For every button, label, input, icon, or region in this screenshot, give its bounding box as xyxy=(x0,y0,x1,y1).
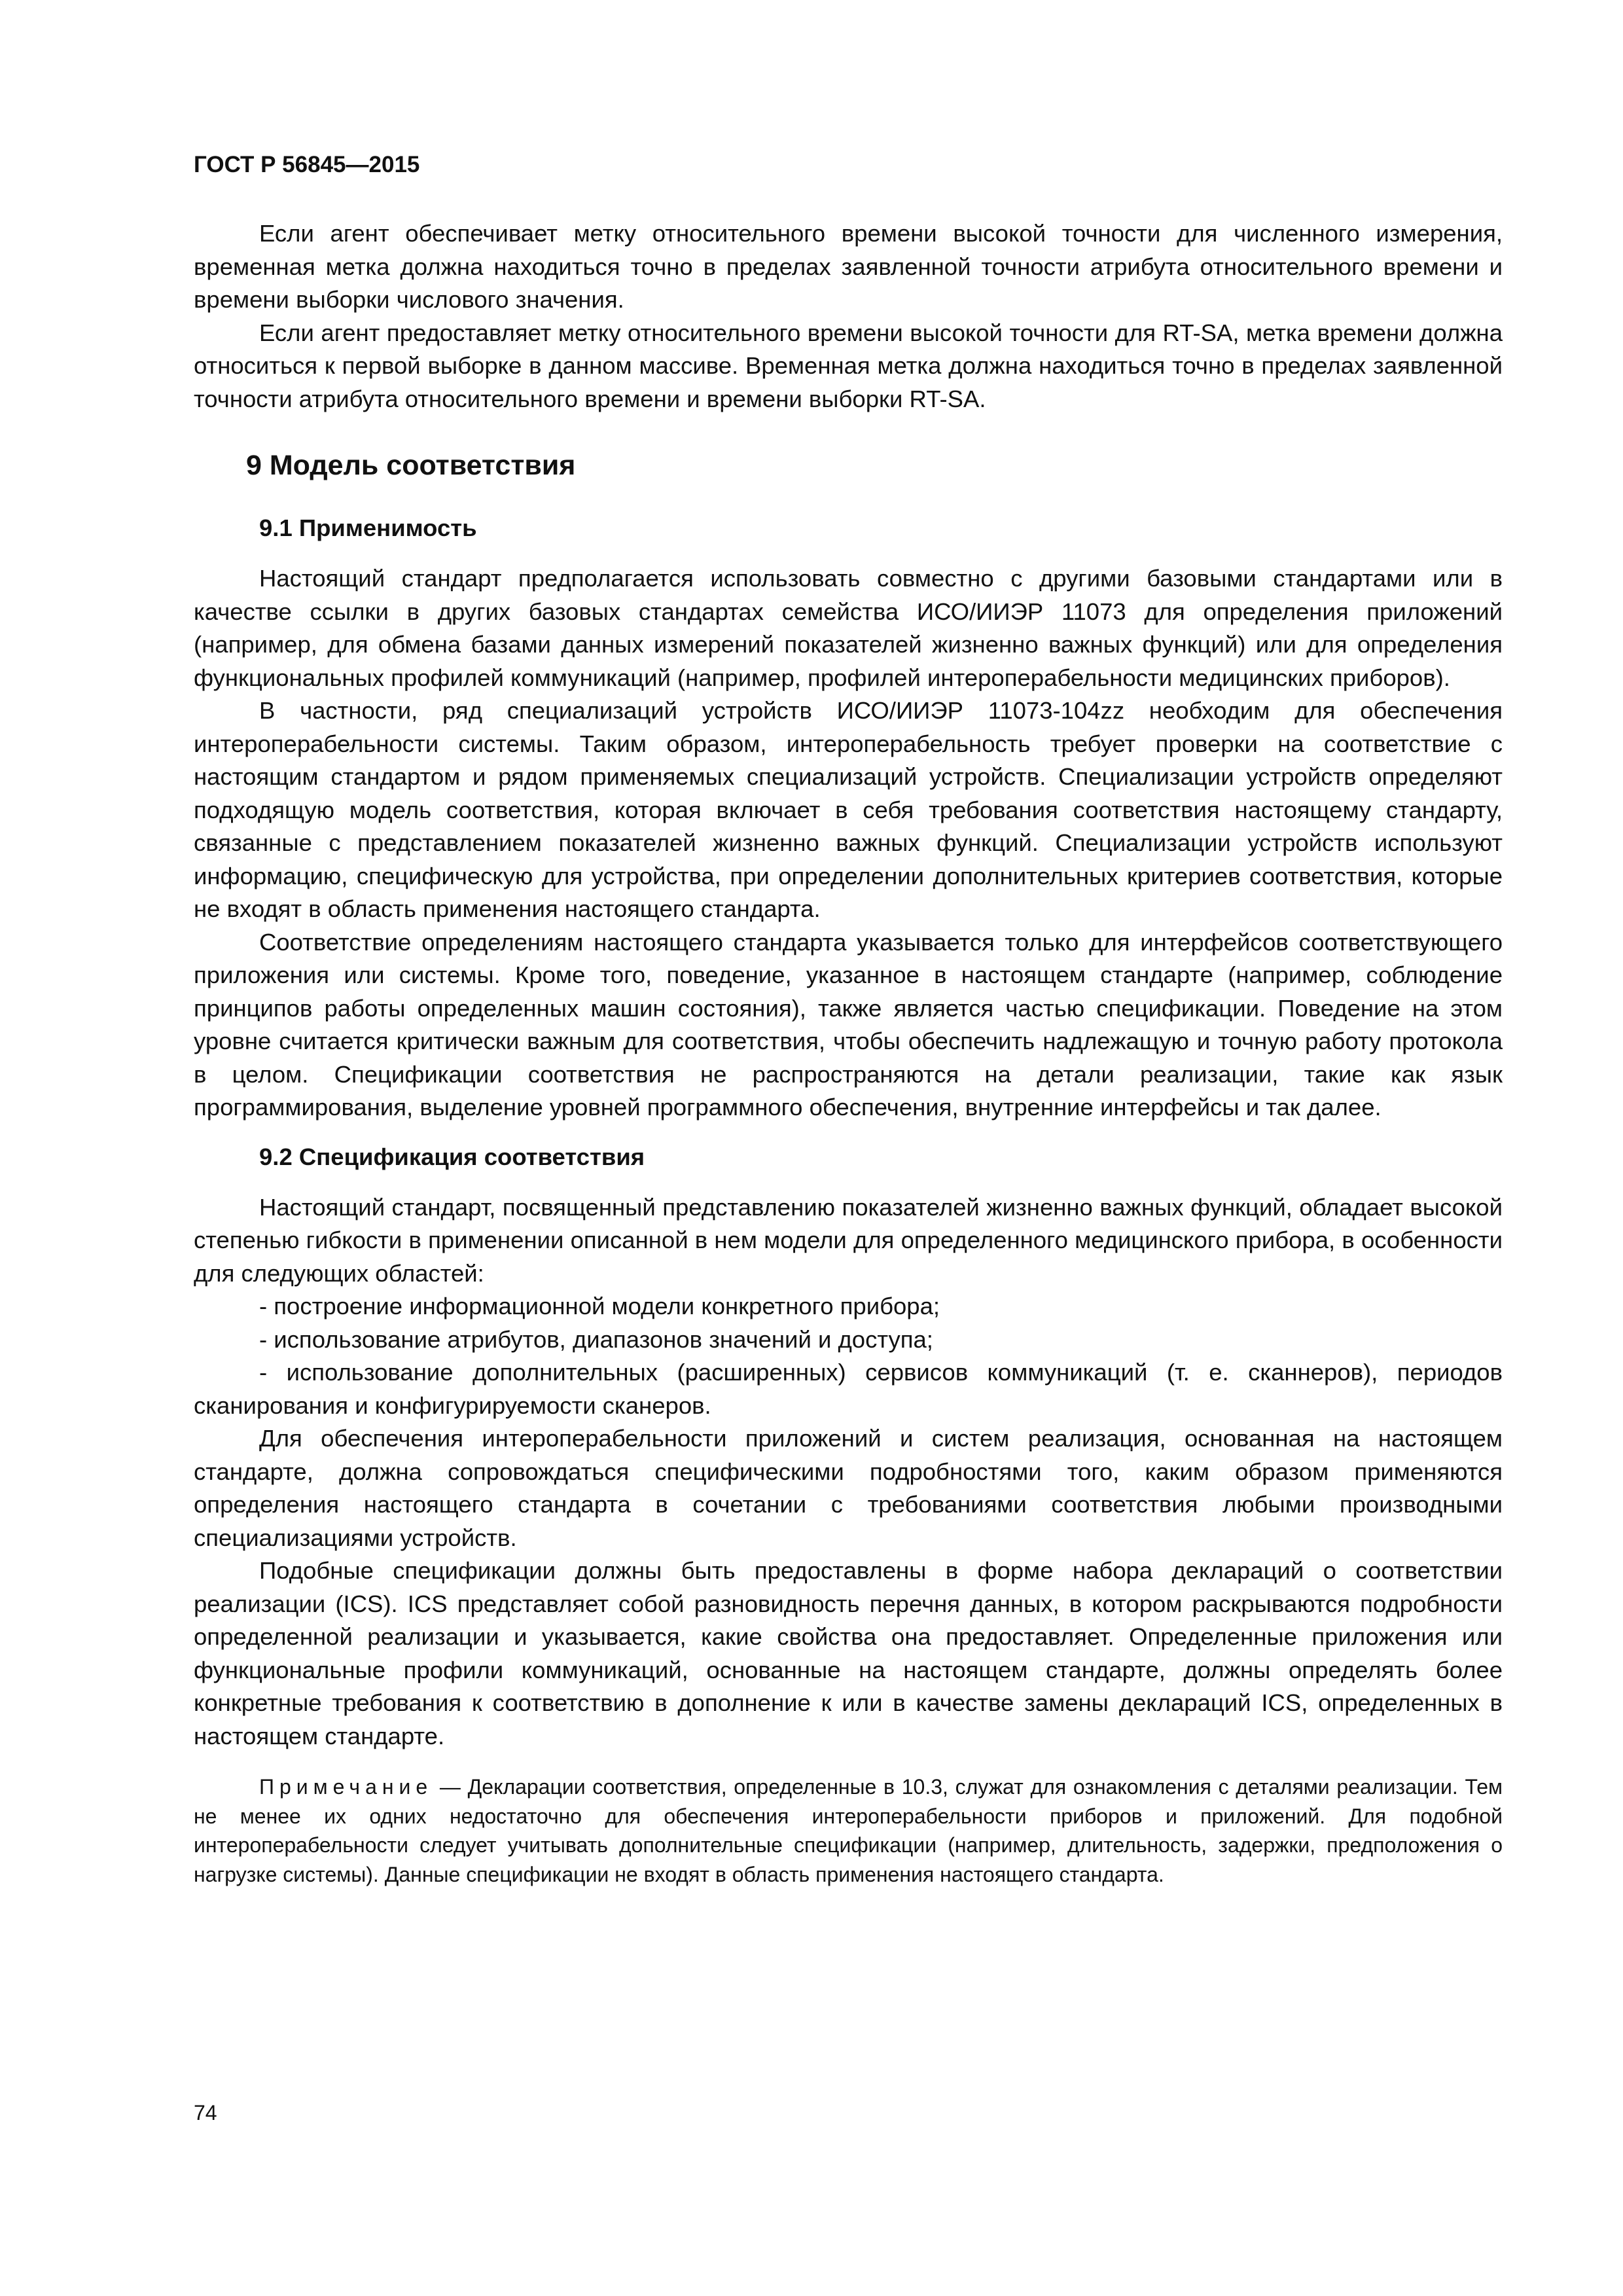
section-9-2-paragraph-2: Для обеспечения интероперабельности приложений и систем реализация, основанная на настоящем стандарте, должна сопровождаться специфическими подробностями того, каким образом применяются определения настоящего стандарта в сочетании с требованиями соответствия любыми производными специализациями устройств. xyxy=(194,1425,1503,1551)
section-9-title: 9 Модель соответствия xyxy=(246,450,576,481)
section-9-1-paragraph-1: Настоящий стандарт предполагается использовать совместно с другими базовыми стандартами или в качестве ссылки в других базовых стандартах семейства ИСО/ИИЭР 11073 для определения приложений (например, для обмена базами данных измерений показателей жизненно важных функций) или для определения функциональных профилей коммуникаций (например, профилей интероперабельности медицинских приборов). xyxy=(194,565,1503,691)
note xyxy=(194,1772,1503,1889)
section-9-2-paragraph-3: Подобные спецификации должны быть предоставлены в форме набора деклараций о соответствии реализации (ICS). ICS представляет собой разновидность перечня данных, в котором раскрываются подробности определенной реализации и указывается, какие свойства она предоставляет. Определенные приложения или функциональные профили коммуникаций, основанные на настоящем стандарте, должны определять более конкретные требования к соответствию в дополнение к или в качестве замены деклараций ICS, определенных в настоящем стандарте. xyxy=(194,1557,1503,1749)
intro-paragraph-1: Если агент обеспечивает метку относительного времени высокой точности для численного измерения, временная метка должна находиться точно в пределах заявленной точности атрибута относительного времени и времени выборки числового значения. xyxy=(194,220,1503,313)
section-9-2-title: 9.2 Спецификация соответствия xyxy=(259,1143,645,1170)
page-number: 74 xyxy=(194,2101,217,2125)
section-9-1-paragraph-2: В частности, ряд специализаций устройств ИСО/ИИЭР 11073-104zz необходим для обеспечения интероперабельности системы. Таким образом, интероперабельность требует проверки на соответствие с настоящим стандартом и рядом применяемых специализаций устройств. Специализации устройств определяют подходящую модель соответствия, которая включает в себя требования соответствия настоящему стандарту, связанные с представлением показателей жизненно важных функций. Специализации устройств используют информацию, специфическую для устройства, при определении дополнительных критериев соответствия, которые не входят в область применения настоящего стандарта. xyxy=(194,697,1503,922)
section-9-1-paragraph-3: Соответствие определениям настоящего стандарта указывается только для интерфейсов соответствующего приложения или системы. Кроме того, поведение, указанное в настоящем стандарте (например, соблюдение принципов работы определенных машин состояния), также является частью спецификации. Поведение на этом уровне считается критически важным для соответствия, чтобы обеспечить надлежащую и точную работу протокола в целом. Спецификации соответствия не распространяются на детали реализации, такие как язык программирования, выделение уровней программного обеспечения, внутренние интерфейсы и так далее. xyxy=(194,928,1503,1121)
document-page xyxy=(194,152,1503,1889)
list-item: - построение информационной модели конкретного прибора; xyxy=(259,1293,940,1319)
section-9-1-title: 9.1 Применимость xyxy=(259,514,477,541)
document-header: ГОСТ Р 56845—2015 xyxy=(194,152,420,177)
section-9-2-paragraph-1: Настоящий стандарт, посвященный представлению показателей жизненно важных функций, обладает высокой степенью гибкости в применении описанной в нем модели для определенного медицинского прибора, в особенности для следующих областей: xyxy=(194,1193,1503,1287)
list-item: - использование атрибутов, диапазонов значений и доступа; xyxy=(259,1325,933,1353)
note-label: Примечание xyxy=(259,1775,433,1799)
intro-paragraph-2: Если агент предоставляет метку относительного времени высокой точности для RT-SA, метка времени должна относиться к первой выборке в данном массиве. Временная метка должна находиться точно в пределах заявленной точности атрибута относительного времени и времени выборки RT-SA. xyxy=(194,319,1503,412)
list-item: - использование дополнительных (расширенных) сервисов коммуникаций (т. е. сканнеров), периодов сканирования и конфигурируемости сканеров. xyxy=(194,1359,1503,1419)
note-text: — Декларации соответствия, определенные в 10.3, служат для ознакомления с деталями реализации. Тем не менее их одних недостаточно для обеспечения интероперабельности приборов и приложений. Для подобной интероперабельности следует учитывать дополнительные спецификации (например, длительность, задержки, предположения о нагрузке системы). Данные спецификации не входят в область применения настоящего стандарта. xyxy=(194,1775,1503,1886)
